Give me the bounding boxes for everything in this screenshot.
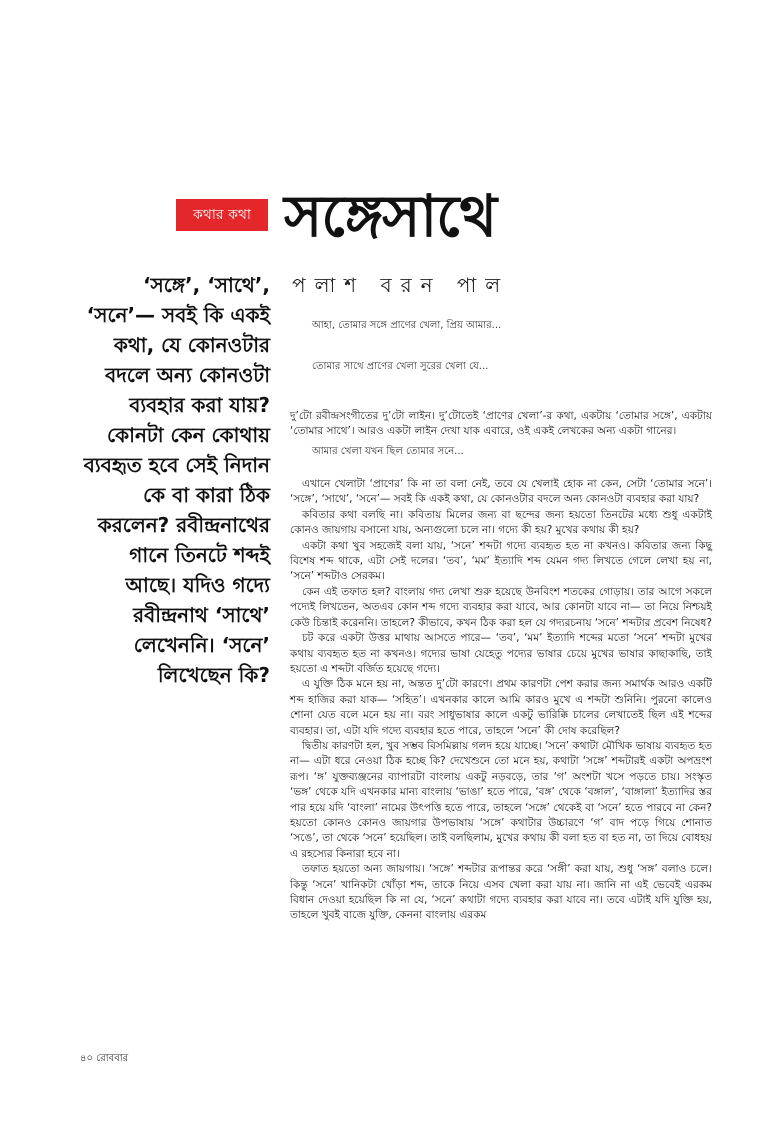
article-paragraph: দু’টো রবীন্দ্রসংগীতের দু’টো লাইন। দু’টোতেই ‘প্রাণের খেলা’-র কথা, একটায় ‘তোমার সঙ্গে’, একটায় ‘তোমার সাথে’। আরও একটা লাইন দেখা যাক এবারে, ওই একই লেখকের অন্য একটা গানের। <box>290 409 712 438</box>
author-byline: পলাশ বরন পাল <box>292 273 510 297</box>
article-title: সঙ্গেসাথে <box>284 182 497 250</box>
article-paragraph: কেন এই তফাত হল? বাংলায় গদ্য লেখা শুরু হয়েছে উনবিংশ শতকের গোড়ায়। তার আগে সকলে পদ্যেই লিখতেন, অতএব কোন শব্দ গদ্যে ব্যবহার করা যাবে, আর কোনটা যাবে না— তা নিয়ে নিশ্চয়ই কেউ চিন্তাই করেননি। তাহলে? কীভাবে, কখন ঠিক করা হল যে গদ্যরচনায় ‘সনে’ শব্দটার প্রবেশ নিষেধ? <box>290 585 712 629</box>
article-paragraph: তফাত হয়তো অন্য জায়গায়। ‘সঙ্গে’ শব্দটার রূপান্তর করে ‘সঙ্গী’ করা যায়, শুধু ‘সঙ্গ’ বলাও চলে। কিন্তু ‘সনে’ খানিকটা খোঁড়া শব্দ, তাকে নিয়ে এসব খেলা করা যায় না। জানি না এই ভেবেই এরকম বিধান দেওয়া হয়েছিল কি না যে, ‘সনে’ কথাটা গদ্যে ব্যবহার করা যাবে না। তবে এটাই যদি যুক্তি হয়, তাহলে খুবই বাজে যুক্তি, কেননা বাংলায় এরকম <box>290 863 712 922</box>
article-body <box>290 318 712 924</box>
verse-quote: আমার খেলা যখন ছিল তোমার সনে... <box>312 445 464 457</box>
article-paragraph: এখানে খেলাটা ‘প্রাণের’ কি না তা বলা নেই, তবে যে খেলাই হোক না কেন, সেটা ‘তোমার সনে’। ‘সঙ্গে’, ‘সাথে’, ‘সনে’— সবই কি একই কথা, যে কোনওটার বদলে অন্য কোনওটা ব্যবহার করা যায়? <box>290 478 712 506</box>
article-paragraph: কবিতার কথা বলছি না। কবিতায় মিলের জন্য বা ছন্দের জন্য হয়তো তিনটের মধ্যে শুধু একটাই কোনও জায়গায় বসানো যায়, অন্যগুলো চলে না। গদ্যে কী হয়? মুখের কথায় কী হয়? <box>290 508 712 537</box>
verse-quote: আহা, তোমার সঙ্গে প্রাণের খেলা, প্রিয় আমার... <box>312 320 502 331</box>
article-paragraph: দ্বিতীয় কারণটা হল, খুব সম্ভব বিসমিল্লায় গলদ হয়ে যাচ্ছে। ‘সনে’ কথাটা মৌখিক ভাষায় ব্যবহৃত হত না— এটা ধরে নেওয়া ঠিক হচ্ছে কি? দেখেশুনে তো মনে হয়, কথাটা ‘সঙ্গে’ শব্দটারই একটা অপভ্রংশ রূপ। ‘ঙ্গ’ যুক্তব্যঞ্জনের ব্যাপারটা বাংলায় একটু নড়বড়ে, তার ‘গ’ অংশটা খসে পড়তে চায়। সংস্কৃত ‘ভঙ্গ’ থেকে যদি এখনকার মান্য বাংলায় ‘ভাঙা’ হতে পারে, ‘বঙ্গ’ থেকে ‘বঙ্গাল’, ‘বাঙ্গালা’ ইত্যাদির স্তর পার হয়ে যদি ‘বাংলা’ নামের উৎপত্তি হতে পারে, তাহলে ‘সঙ্গে’ থেকেই বা ‘সনে’ হতে পারবে না কেন? হয়তো কোনও কোনও জায়গার উপভাষায় ‘সঙ্গে’ কথাটার উচ্চারণে ‘গ’ বাদ পড়ে গিয়ে শোনাত ‘সঙে’, তা থেকে ‘সনে’ হয়েছিল। তাই বলছিলাম, মুখের কথায় কী বলা হত বা হত না, তা দিয়ে বোধহয় এ রহস্যের কিনারা হবে না। <box>290 739 712 860</box>
verse-quote: তোমার সাথে প্রাণের খেলা সুরের খেলা যে... <box>312 361 489 373</box>
article-paragraph: চট করে একটা উত্তর মাথায় আসতে পারে— ‘তব’, ‘মম’ ইত্যাদি শব্দের মতো ‘সনে’ শব্দটা মুখের কথায় ব্যবহৃত হত না কখনও। গদ্যের ভাষা যেহেতু পদ্যের ভাষার চেয়ে মুখের ভাষার কাছাকাছি, তাই হয়তো এ শব্দটা বর্জিত হয়েছে গদ্যে। <box>290 632 712 675</box>
page-footer: ৪০ রোববার <box>80 1053 129 1064</box>
article-paragraph: একটা কথা খুব সহজেই বলা যায়, ‘সনে’ শব্দটা গদ্যে ব্যবহৃত হত না কখনও। কবিতার জন্য কিছু বিশেষ শব্দ থাকে, এটা সেই দলের। ‘তব’, ‘মম’ ইত্যাদি শব্দ যেমন গদ্য লিখতে গেলে লেখা হয় না, ‘সনে’ শব্দটাও সেরকম। <box>290 539 712 583</box>
pull-quote: ‘সঙ্গে’, ‘সাথে’, ‘সনে’— সবই কি একই কথা, যে কোনওটার বদলে অন্য কোনওটা ব্যবহার করা যায়? কোনটা কেন কোথায় ব্যবহৃত হবে সেই নিদান কে বা কারা ঠিক করলেন? রবীন্দ্রনাথের গানে তিনটে শব্দই আছে। যদিও গদ্যে রবীন্দ্রনাথ ‘সাথে’ লেখেননি। ‘সনে’ লিখেছেন কি? <box>83 273 270 687</box>
article-paragraph: এ যুক্তি ঠিক মনে হয় না, অন্তত দু’টো কারণে। প্রথম কারণটা পেশ করার জন্য সমার্থক আরও একটি শব্দ হাজির করা যাক— ‘সহিত’। এখনকার কালে আমি কারও মুখে এ শব্দটা শুনিনি। পুরনো কালেও শোনা যেত বলে মনে হয় না। বরং সাধুভাষার কালে একটু ভারিক্কি চালের লেখাতেই ছিল এই শব্দের ব্যবহার। তা, এটা যদি গদ্যে ব্যবহার হতে পারে, তাহলে ‘সনে’ কী দোষ করেছিল? <box>290 678 712 737</box>
section-tag: কথার কথা <box>176 199 268 231</box>
